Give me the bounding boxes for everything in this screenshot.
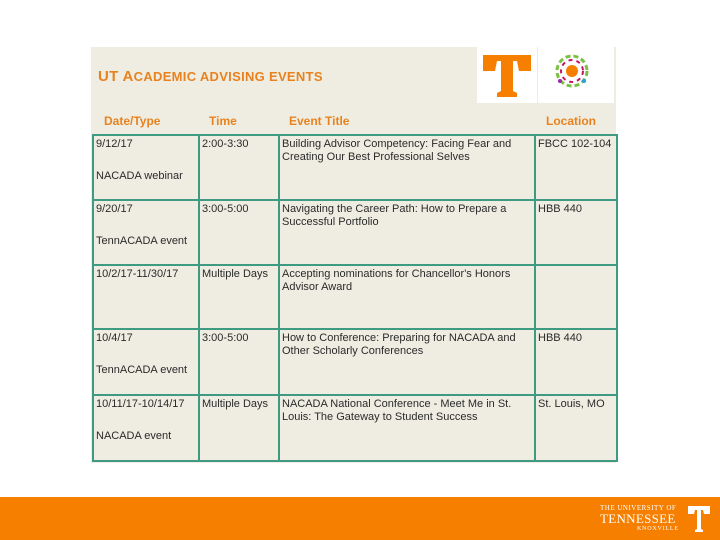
location-cell: FBCC 102-104 <box>535 135 617 200</box>
footer-university-line: THE UNIVERSITY OF <box>600 504 677 512</box>
ut-power-t-logo <box>477 47 537 103</box>
event-title-cell: How to Conference: Preparing for NACADA and Other Scholarly Conferences <box>279 329 535 395</box>
location-cell: St. Louis, MO <box>535 395 617 461</box>
time-cell: Multiple Days <box>199 395 279 461</box>
date-type-cell: 10/2/17-11/30/17 <box>93 265 199 329</box>
date-type-cell: 10/4/17 TennACADA event <box>93 329 199 395</box>
table-row <box>93 329 617 395</box>
footer-knoxville-line: KNOXVILLE <box>637 526 679 532</box>
column-header-location: Location <box>546 114 596 128</box>
date-type-cell: 9/12/17 NACADA webinar <box>93 135 199 200</box>
event-title-cell: NACADA National Conference - Meet Me in St. Louis: The Gateway to Student Success <box>279 395 535 461</box>
table-row <box>93 200 617 265</box>
date-type-cell: 9/20/17 TennACADA event <box>93 200 199 265</box>
location-cell <box>535 265 617 329</box>
page-title: UT ACADEMIC ADVISING EVENTS <box>98 68 323 85</box>
column-header-time: Time <box>209 114 237 128</box>
time-cell: 3:00-5:00 <box>199 329 279 395</box>
location-cell: HBB 440 <box>535 329 617 395</box>
advising-seal-logo <box>538 47 614 103</box>
time-cell: Multiple Days <box>199 265 279 329</box>
column-header-event-title: Event Title <box>289 114 350 128</box>
column-header-date-type: Date/Type <box>104 114 161 128</box>
time-cell: 3:00-5:00 <box>199 200 279 265</box>
table-row <box>93 135 617 200</box>
location-cell: HBB 440 <box>535 200 617 265</box>
event-title-cell: Navigating the Career Path: How to Prepare a Successful Portfolio <box>279 200 535 265</box>
time-cell: 2:00-3:30 <box>199 135 279 200</box>
table-row <box>93 395 617 461</box>
ut-footer-logo <box>600 503 712 535</box>
event-title-cell: Building Advisor Competency: Facing Fear and Creating Our Best Professional Selves <box>279 135 535 200</box>
date-type-cell: 10/11/17-10/14/17 NACADA event <box>93 395 199 461</box>
event-title-cell: Accepting nominations for Chancellor's Honors Advisor Award <box>279 265 535 329</box>
table-row <box>93 265 617 329</box>
footer-tennessee-line: TENNESSEE <box>600 511 676 526</box>
events-table <box>92 134 618 462</box>
